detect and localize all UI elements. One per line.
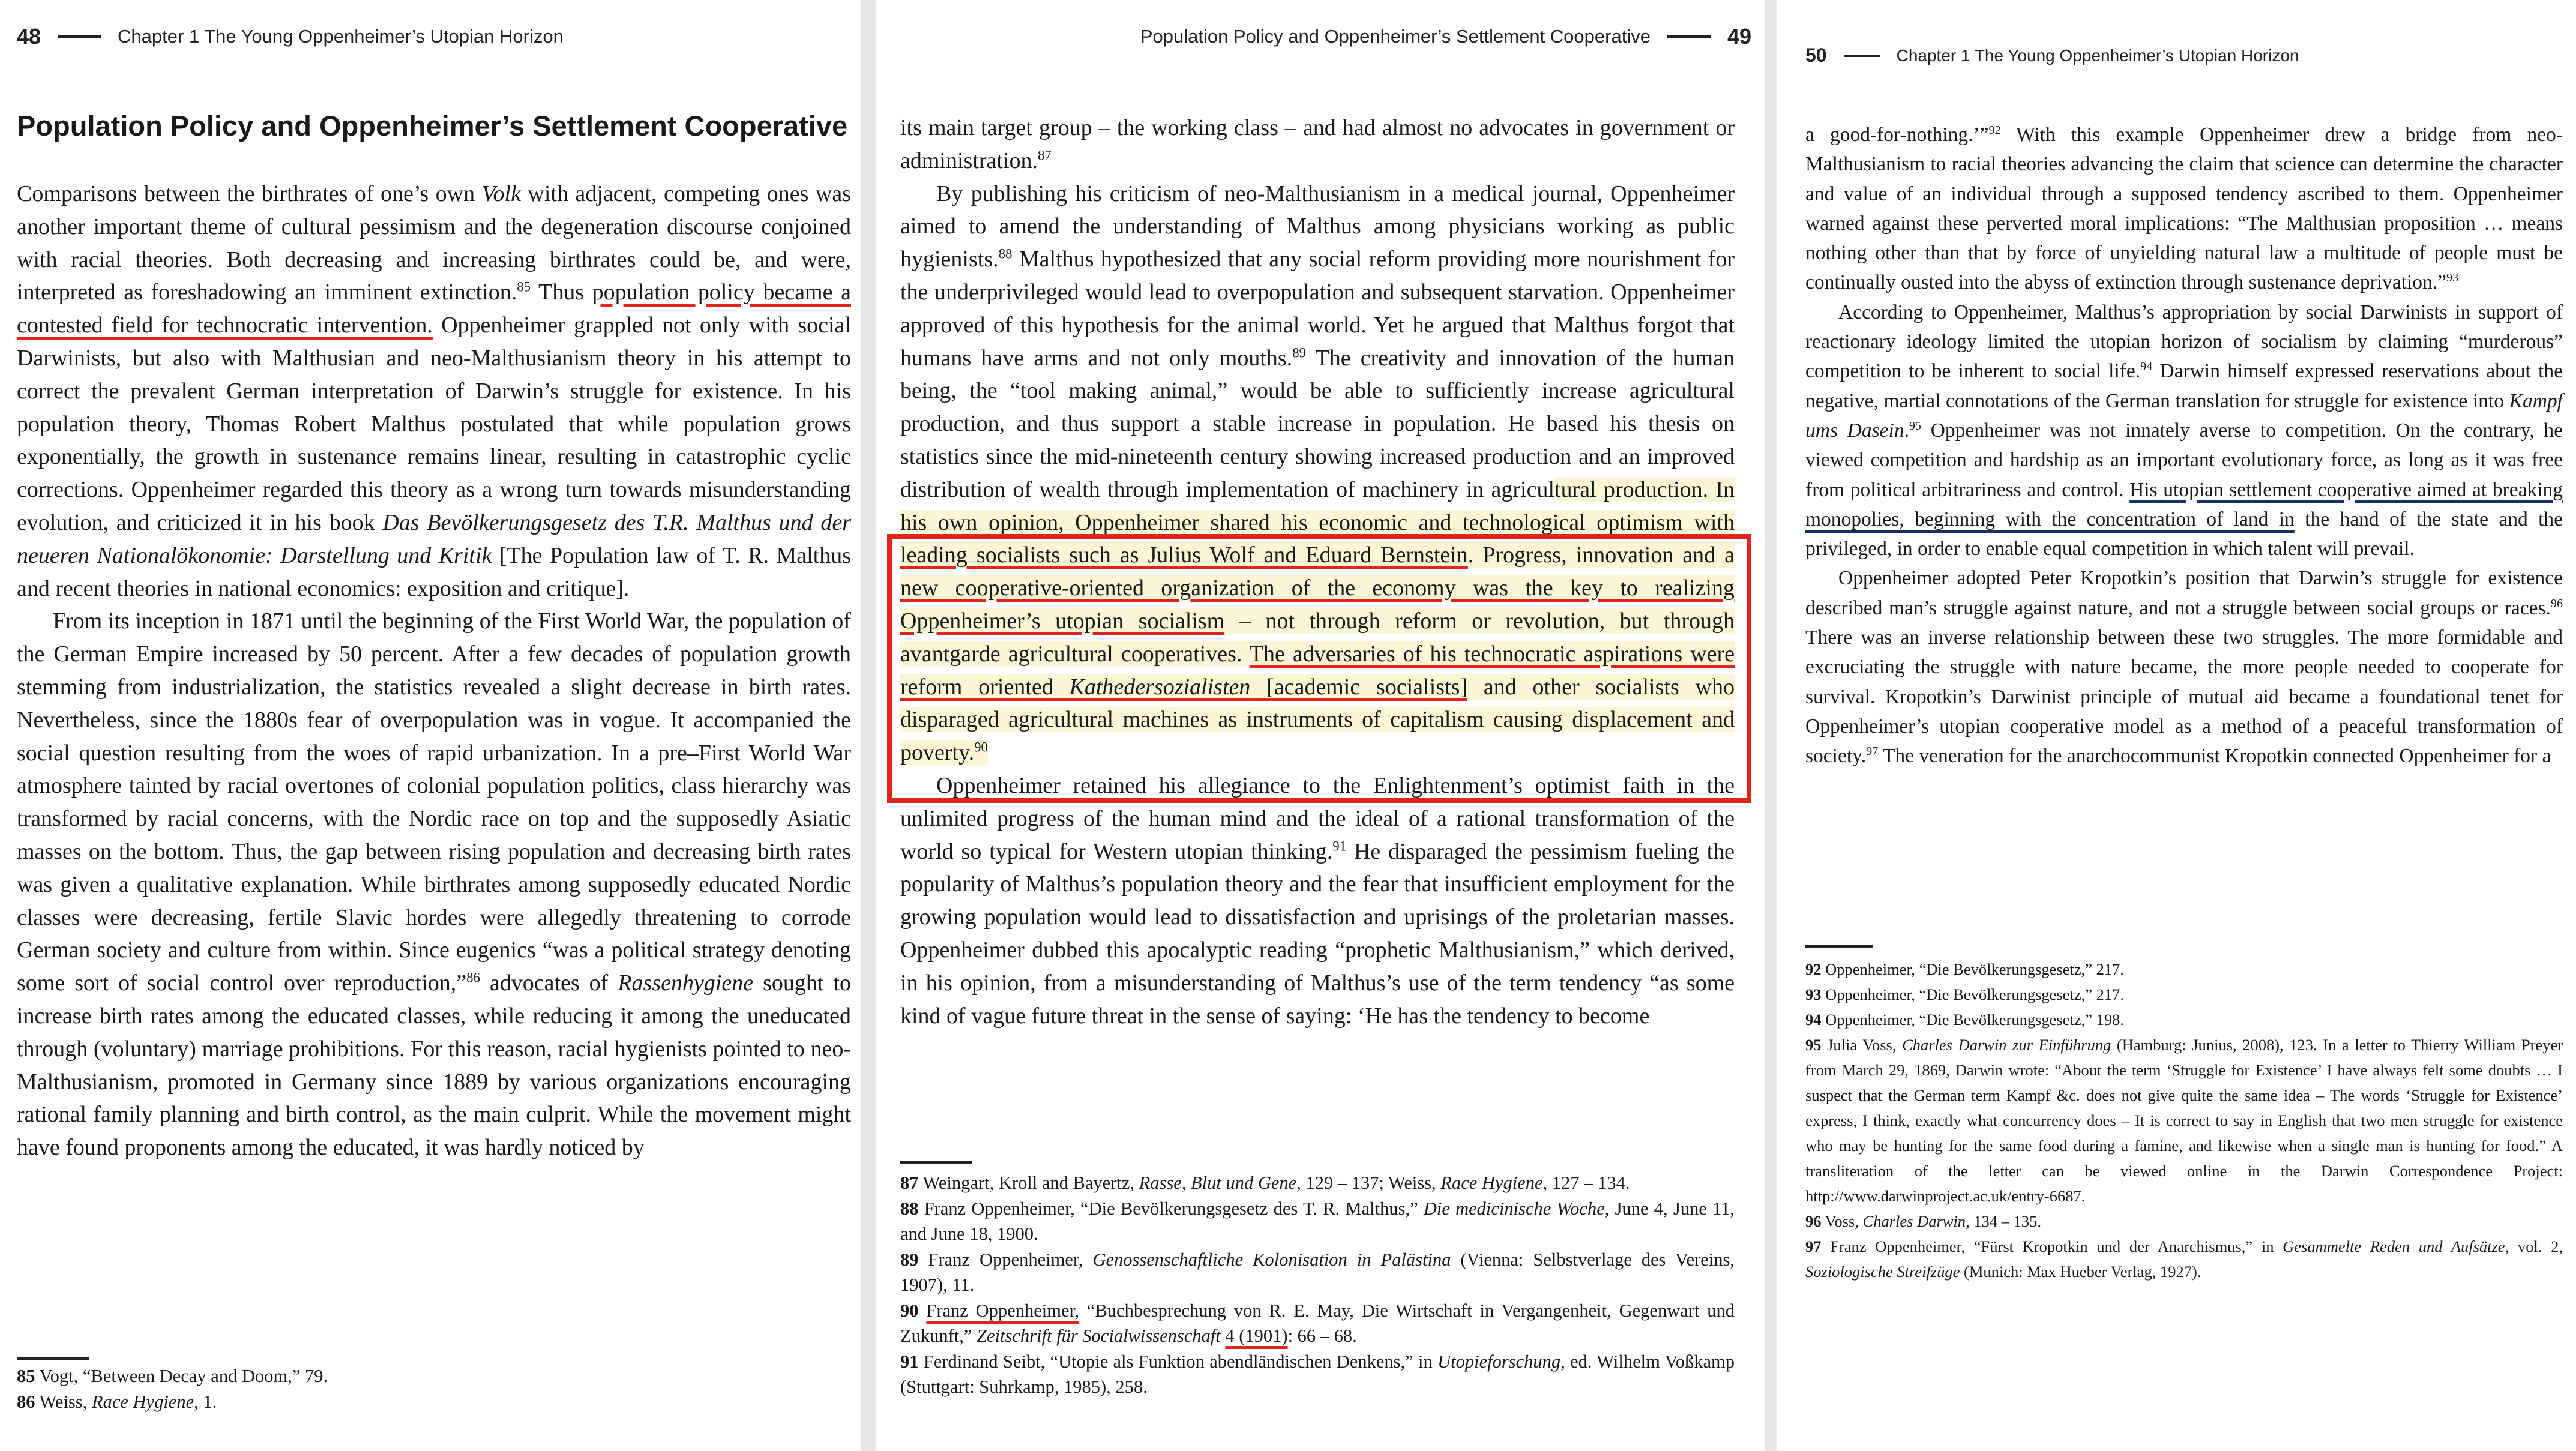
- footnote: 94 Oppenheimer, “Die Bevölkerungsgesetz,” 198.: [1805, 1011, 2124, 1029]
- header-dash: [1667, 35, 1711, 38]
- footnotes: [17, 1363, 851, 1414]
- footnotes: [900, 1170, 1735, 1400]
- footnotes: [1805, 957, 2563, 1284]
- footnote: 91 Ferdinand Seibt, “Utopie als Funktion abendländischen Denkens,” in Utopieforschung, ed. Wilhelm Voßkamp (Stuttgart: Suhrkamp, 1985), 258.: [900, 1351, 1735, 1397]
- footnote-ref[interactable]: 92: [1988, 123, 2001, 137]
- underlined-passage: 4 (1901): [1225, 1326, 1288, 1346]
- page-48: [0, 0, 861, 1451]
- running-head-title: Chapter 1 The Young Oppenheimer’s Utopian Horizon: [118, 26, 564, 47]
- paragraph: According to Oppenheimer, Malthus’s appropriation by social Darwinists in support of reactionary ideology limited the utopian horizon of socialism by claiming “murderous” competition to be inherent to social life.$^{94}$ Darwin himself expressed reservations about the negative, martial connotations of the German translation for struggle for existence into Kampf ums Dasein.$^{95}$ Oppenheimer was not innately averse to competition. On the contrary, he viewed competition and hardship as an important evolutionary force, as long as it was free from political arbitrariness and control. His utopian settlement cooperative aimed at breaking monopolies, beginning with the concentration of land in the hand of the state and the privileged, in order to enable equal competition in which talent will prevail.: [1805, 301, 2563, 560]
- footnote: 87 Weingart, Kroll and Bayertz, Rasse, Blut und Gene, 129 – 137; Weiss, Race Hygiene, 127 – 134.: [900, 1173, 1630, 1193]
- footnote-rule: [900, 1161, 972, 1164]
- page-number: 49: [1727, 24, 1751, 49]
- page-50: [1777, 0, 2576, 1451]
- highlighted-passage: tural production. In his own opinion, Oppenheimer shared his economic and technological optimism with leading socialists such as Julius Wolf and Eduard Bernstein. Progress, innovation and a new cooperative-oriented organization of the economy was the key to realizing Oppenheimer’s utopian socialism – not through reform or revolution, but through avantgarde agricultural cooperatives. The adversaries of his technocratic aspirations were reform oriented Kathedersozialisten [academic socialists] and other socialists who disparaged agricultural machines as instruments of capitalism causing displacement and poverty.$^{90}$: [900, 476, 1735, 766]
- footnote: 86 Weiss, Race Hygiene, 1.: [17, 1391, 217, 1412]
- footnote-rule: [1805, 945, 1873, 948]
- footnote: 88 Franz Oppenheimer, “Die Bevölkerungsgesetz des T. R. Malthus,” Die medicinische Woche, June 4, June 11, and June 18, 1900.: [900, 1198, 1735, 1244]
- running-head: [17, 24, 564, 49]
- underlined-passage: population policy became a contested field for technocratic intervention.: [17, 280, 851, 338]
- footnote-ref[interactable]: 95: [1909, 419, 1922, 433]
- running-head-title: Population Policy and Oppenheimer’s Settlement Cooperative: [1140, 26, 1651, 47]
- footnote-ref[interactable]: 93: [2446, 271, 2459, 285]
- underlined-passage: Franz Oppenheimer,: [926, 1300, 1080, 1321]
- footnote: 90 Franz Oppenheimer, “Buchbesprechung von R. E. May, Die Wirtschaft in Vergangenheit, Gegenwart und Zukunft,” Zeitschrift für Socialwissenschaft 4 (1901): 66 – 68.: [900, 1300, 1735, 1346]
- body-text: [900, 112, 1735, 1032]
- page-number: 48: [17, 24, 41, 49]
- footnote-ref[interactable]: 90: [974, 739, 988, 755]
- body-text: [17, 178, 851, 1164]
- paragraph: Oppenheimer retained his allegiance to the Enlightenment’s optimist faith in the unlimited progress of the human mind and the ideal of a rational transformation of the world so typical for Western utopian thinking.$^{91}$ He disparaged the pessimism fueling the popularity of Malthus’s population theory and the fear that insufficient employment for the growing population would lead to dissatisfaction and uprisings of the proletarian masses. Oppenheimer dubbed this apocalyptic reading “prophetic Malthusianism,” which derived, in his opinion, from a misunderstanding of Malthus’s use of the term tendency “as some kind of vague future threat in the sense of saying: ‘He has the tendency to become: [900, 772, 1735, 1029]
- footnote-ref[interactable]: 94: [2140, 360, 2153, 374]
- page-number: 50: [1805, 44, 1827, 66]
- body-text: [1805, 120, 2563, 771]
- running-head: [1140, 24, 1751, 49]
- footnote-ref[interactable]: 86: [466, 970, 480, 985]
- footnote: 85 Vogt, “Between Decay and Doom,” 79.: [17, 1366, 328, 1386]
- page-49: [876, 0, 1765, 1451]
- footnote: 93 Oppenheimer, “Die Bevölkerungsgesetz,” 217.: [1805, 985, 2124, 1003]
- paragraph: By publishing his criticism of neo-Malthusianism in a medical journal, Oppenheimer aimed to amend the understanding of Malthus among physicians working as public hygienists.$^{88}$ Malthus hypothesized that any social reform providing more nourishment for the underprivileged would lead to overpopulation and subsequent starvation. Oppenheimer approved of this hypothesis for the animal world. Yet he argued that Malthus forgot that humans have arms and not only mouths.$^{89}$ The creativity and innovation of the human being, the “tool making animal,” would be able to sufficiently increase agricultural production, and thus support a stable increase in population. He based his thesis on statistics since the mid-nineteenth century showing increased production and an improved distribution of wealth through implementation of machinery in agricultural production. In his own opinion, Oppenheimer shared his economic and technological optimism with leading socialists such as Julius Wolf and Eduard Bernstein. Progress, innovation and a new cooperative-oriented organization of the economy was the key to realizing Oppenheimer’s utopian socialism – not through reform or revolution, but through avantgarde agricultural cooperatives. The adversaries of his technocratic aspirations were reform oriented Kathedersozialisten [academic socialists] and other socialists who disparaged agricultural machines as instruments of capitalism causing displacement and poverty.$^{90}$: [900, 181, 1735, 766]
- footnote-ref[interactable]: 96: [2550, 596, 2563, 610]
- section-title: Population Policy and Oppenheimer’s Settlement Cooperative: [17, 110, 848, 142]
- footnote-ref[interactable]: 87: [1038, 148, 1052, 163]
- footnote-ref[interactable]: 85: [517, 279, 531, 295]
- footnote: 95 Julia Voss, Charles Darwin zur Einführung (Hamburg: Junius, 2008), 123. In a letter to Thierry William Preyer from March 29, 1869, Darwin wrote: “About the term ‘Struggle for Existence’ I have always felt some doubts … I suspect that the German term Kampf &c. does not give quite the same idea – The words ‘Struggle for Existence’ express, I think, exactly what concurrency does – It is correct to say in English that two men struggle for existence who may be hunting for the same food during a famine, and likewise when a single man is hunting for food.” A transliteration of the letter can be viewed online in the Darwin Correspondence Project: http://www.darwinproject.ac.uk/entry-6687.: [1805, 1036, 2563, 1205]
- header-dash: [1844, 55, 1880, 57]
- paragraph: Comparisons between the birthrates of one’s own Volk with adjacent, competing ones was another important theme of cultural pessimism and the degeneration discourse conjoined with racial theories. Both decreasing and increasing birthrates could be, and were, interpreted as foreshadowing an imminent extinction.$^{85}$ Thus population policy became a contested field for technocratic intervention. Oppenheimer grappled not only with social Darwinists, but also with Malthusian and neo-Malthusianism theory in his attempt to correct the prevalent German interpretation of Darwin’s struggle for existence. In his population theory, Thomas Robert Malthus postulated that while population grows exponentially, the growth in sustenance remains linear, resulting in catastrophic cyclic corrections. Oppenheimer regarded this theory as a wrong turn towards misunderstanding evolution, and criticized it in his book Das Bevölkerungsgesetz des T.R. Malthus und der neueren Nationalökonomie: Darstellung und Kritik [The Population law of T. R. Malthus and recent theories in national economics: exposition and critique].: [17, 181, 852, 601]
- footnote: 96 Voss, Charles Darwin, 134 – 135.: [1805, 1212, 2041, 1230]
- running-head-title: Chapter 1 The Young Oppenheimer’s Utopian Horizon: [1896, 46, 2299, 65]
- paragraph: From its inception in 1871 until the beginning of the First World War, the population of the German Empire increased by 50 percent. After a few decades of population growth stemming from industrialization, the statistics revealed a slight decrease in birth rates. Nevertheless, since the 1880s fear of overpopulation was in vogue. It accompanied the social question resulting from the woes of rapid urbanization. In a pre–First World War atmosphere tainted by racial overtones of colonial population politics, class hierarchy was transformed by racial concerns, with the Nordic race on top and the supposedly Asiatic masses on the bottom. Thus, the gap between rising population and decreasing birth rates was given a qualitative explanation. While birthrates among supposedly educated Nordic classes were decreasing, fertile Slavic hordes were allegedly threatening to corrode German society and culture from within. Since eugenics “was a political strategy denoting some sort of social control over reproduction,”$^{86}$ advocates of Rassenhygiene sought to increase birth rates among the educated classes, while reducing it among the uneducated through (voluntary) marriage prohibitions. For this reason, racial hygienists pointed to neo-Malthusianism, promoted in Germany since 1889 by various organizations encouraging rational family planning and birth control, as the main culprit. While the movement might have found proponents among the educated, it was hardly noticed by: [17, 608, 851, 1161]
- header-dash: [58, 35, 101, 38]
- footnote-ref[interactable]: 88: [998, 246, 1013, 262]
- underlined-passage: His utopian settlement cooperative aimed at breaking monopolies, beginning with the concentration of land in: [1805, 478, 2563, 530]
- footnote-ref[interactable]: 89: [1292, 344, 1307, 360]
- paragraph: its main target group – the working class – and had almost no advocates in government or administration.$^{87}$: [900, 115, 1735, 173]
- footnote: 92 Oppenheimer, “Die Bevölkerungsgesetz,” 217.: [1805, 960, 2124, 978]
- footnote-ref[interactable]: 91: [1332, 838, 1347, 853]
- paragraph: a good-for-nothing.’”$^{92}$ With this example Oppenheimer drew a bridge from neo-Malthusianism to racial theories advancing the claim that science can determine the character and value of an individual through a supposed tendency ascribed to them. Oppenheimer warned against these perverted moral implications: “The Malthusian proposition … means nothing other than that by force of unyielding natural law a multitude of people must be continually ousted into the abyss of extinction through sustenance deprivation.”$^{93}$: [1805, 123, 2563, 294]
- running-head: [1805, 44, 2299, 67]
- underlined-passage: The adversaries of his technocratic aspirations were reform oriented Kathedersozialisten [academic socialists]: [900, 641, 1735, 700]
- footnote-rule: [17, 1357, 89, 1360]
- underlined-passage: leading socialists such as Julius Wolf and Eduard Bernstein: [900, 542, 1468, 568]
- underlined-passage: new cooperative-oriented organization of the economy was the key to realizing Oppenheimer’s utopian socialism: [900, 575, 1735, 634]
- footnote: 89 Franz Oppenheimer, Genossenschaftliche Kolonisation in Palästina (Vienna: Selbstverlage des Vereins, 1907), 11.: [900, 1249, 1735, 1295]
- paragraph: Oppenheimer adopted Peter Kropotkin’s position that Darwin’s struggle for existence described man’s struggle against nature, and not a struggle between social groups or races.$^{96}$ There was an inverse relationship between these two struggles. The more formidable and excruciating the struggle with nature became, the more people needed to cooperate for survival. Kropotkin’s Darwinist principle of mutual aid became a foundational tenet for Oppenheimer’s utopian cooperative model as a method of a peaceful transformation of society.$^{97}$ The veneration for the anarchocommunist Kropotkin connected Oppenheimer for a: [1805, 567, 2563, 768]
- footnote-ref[interactable]: 97: [1866, 745, 1879, 759]
- footnote: 97 Franz Oppenheimer, “Fürst Kropotkin und der Anarchismus,” in Gesammelte Reden und Aufsätze, vol. 2, Soziologische Streifzüge (Munich: Max Hueber Verlag, 1927).: [1805, 1237, 2563, 1281]
